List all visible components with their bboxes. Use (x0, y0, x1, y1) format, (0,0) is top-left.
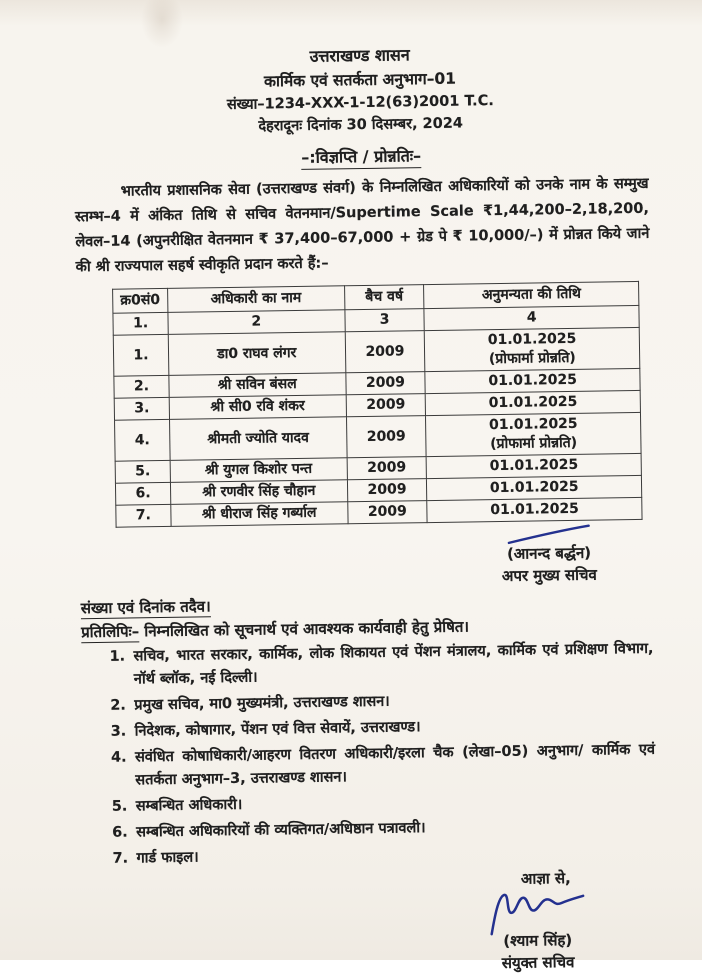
notification-title: –:विज्ञप्ति / प्रोन्नतिः– (74, 141, 648, 174)
letterhead-section: कार्मिक एवं सतर्कता अनुभाग–01 (263, 69, 457, 91)
col-header-date: अनुमन्यता की तिथि (424, 281, 639, 308)
letter-place-date: देहरादूनः दिनांक 30 दिसम्बर, 2024 (258, 115, 464, 135)
copy-item: 3. निदेशक, कोषागार, पेंशन एवं वित्त सेवायें, उत्तराखण्ड। (110, 719, 421, 740)
officer-row: 6. श्री रणवीर सिंह चौहान 2009 01.01.2025 (115, 475, 641, 505)
letter-number: संख्या–1234-XXX-1-12(63)2001 T.C. (226, 93, 494, 114)
approver-name: (आनन्द बर्द्धन) (506, 543, 592, 563)
copy-intro-text: निम्नलिखित को सूचनार्थ एवं आवश्यक कार्यवाही हेतु प्रेषित। (144, 617, 470, 641)
col-header-name: अधिकारी का नाम (168, 286, 345, 313)
officer-row: 5. श्री युगल किशोर पन्त 2009 01.01.2025 (115, 453, 641, 483)
copy-item: 6. सम्बन्धित अधिकारियों की व्यक्तिगत/अधिष्ठान पत्रावली। (112, 820, 426, 841)
signatory-signature-block (437, 866, 639, 975)
letterhead-government: उत्तराखण्ड शासन (309, 45, 410, 66)
by-order-text: आज्ञा से, (520, 868, 571, 888)
copy-item: 1. सचिव, भारत सरकार, कार्मिक, लोक शिकायत एवं पेंशन मंत्रालय, कार्मिक एवं प्रशिक्षण विभाग, नॉर्थ ब्लॉक, नई दिल्ली। (109, 640, 654, 688)
copy-item: 7. गार्ड फाइल। (112, 849, 199, 867)
copy-ref-line: संख्या एवं दिनांक तदैव। (80, 597, 211, 618)
copy-item: 2. प्रमुख सचिव, मा0 मुख्यमंत्री, उत्तराखण्ड शासन। (110, 693, 390, 714)
officer-row: 1. डा0 राघव लंगर 2009 01.01.2025 (प्रोफार्मा प्रोन्नति) (113, 327, 640, 376)
copy-list (81, 638, 658, 871)
signatory-designation: संयुक्त सचिव (501, 952, 575, 973)
officer-row: 2. श्री सविन बंसल 2009 01.01.2025 (114, 368, 640, 398)
officers-table (112, 281, 642, 528)
signatory-name: (श्याम सिंह) (503, 930, 573, 951)
col-header-sno: क्र0सं0 (113, 288, 168, 313)
order-paragraph: भारतीय प्रशासनिक सेवा (उत्तराखण्ड संवर्ग) के निम्नलिखित अधिकारियों को उनके नाम के सम्मुख स्तम्भ–4 में अंकित तिथि से सचिव वेतनमान/Supertime Scale ₹1,44,200–2,18,200, लेवल–14 (अपुनरीक्षित वेतनमान ₹ 37,400–67,000 + ग्रेड पे ₹ 10,000/–) में प्रोन्नत किये जाने की श्री राज्यपाल सहर्ष स्वीकृति प्रदान करते हैं:– (74, 175, 650, 276)
column-number-row: 1. 2 3 4 (113, 305, 639, 335)
approver-signature-block (454, 523, 645, 588)
col-header-batch: बैच वर्ष (344, 285, 424, 310)
copy-label: प्रतिलिपिः– (81, 622, 140, 642)
copy-item: 4. संवंधित कोषाधिकारी/आहरण वितरण अधिकारी/इरला चैक (लेखा–05) अनुभाग/ कार्मिक एवं सतर्कता अनुभाग–3, उत्तराखण्ड शासन। (110, 741, 656, 789)
officer-row: 4. श्रीमती ज्योति यादव 2009 01.01.2025 (प्रोफार्मा प्रोन्नति) (115, 412, 642, 461)
letter-content (73, 40, 661, 980)
approver-designation: अपर मुख्य सचिव (501, 565, 597, 585)
officer-row: 7. श्री धीराज सिंह गर्ब्याल 2009 01.01.2025 (116, 497, 642, 527)
officer-row: 3. श्री सी0 रवि शंकर 2009 01.01.2025 (114, 390, 640, 420)
copy-item: 5. सम्बन्धित अधिकारी। (111, 796, 243, 815)
